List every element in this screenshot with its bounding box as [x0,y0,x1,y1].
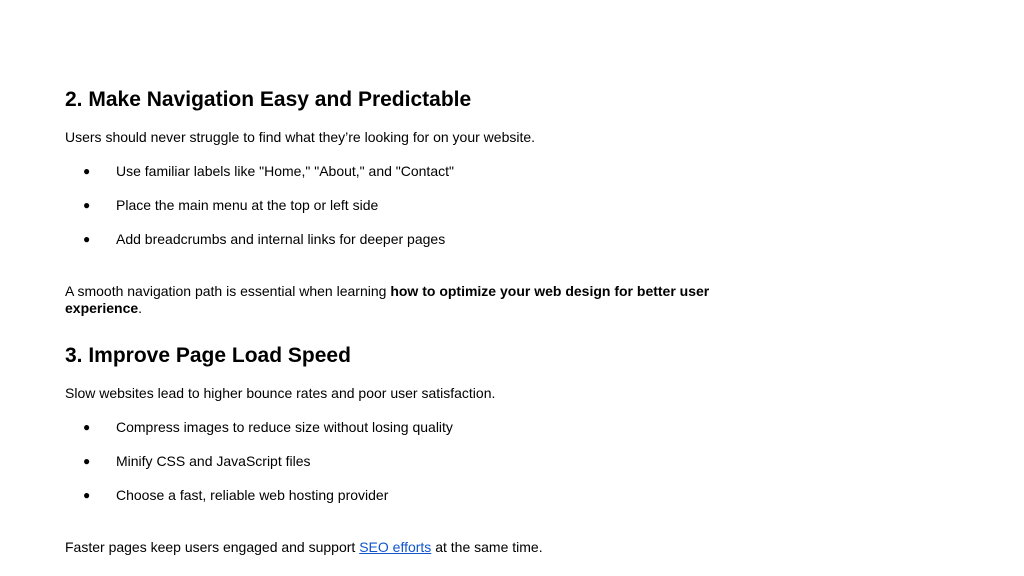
closing-text: Faster pages keep users engaged and support [65,539,360,555]
list-item-text: Choose a fast, reliable web hosting provider [116,487,389,503]
seo-efforts-link[interactable]: SEO efforts [359,539,432,555]
list-item-text: Add breadcrumbs and internal links for deeper pages [116,231,446,247]
section-2-heading: 2. Make Navigation Easy and Predictable [65,88,472,111]
list-item-text: Use familiar labels like "Home," "About," and "Contact" [116,163,454,179]
bullet-icon: ● [83,488,91,502]
section-2-intro: Users should never struggle to find what they’re looking for on your website. [65,129,536,145]
bullet-icon: ● [83,420,91,434]
bullet-icon: ● [83,198,91,212]
closing-text-end: . [138,300,143,316]
list-item-text: Compress images to reduce size without losing quality [116,419,453,435]
closing-text-end: at the same time. [431,539,543,555]
bullet-icon: ● [83,454,91,468]
closing-text: A smooth navigation path is essential when learning [65,283,391,299]
section-3-closing [65,539,543,556]
section-2-closing [65,283,745,317]
bullet-icon: ● [83,164,91,178]
bullet-icon: ● [83,232,91,246]
list-item-text: Minify CSS and JavaScript files [116,453,311,469]
section-3-intro: Slow websites lead to higher bounce rates and poor user satisfaction. [65,385,496,401]
list-item-text: Place the main menu at the top or left side [116,197,379,213]
section-3-heading: 3. Improve Page Load Speed [65,344,351,367]
closing-bold-text: how to optimize your web design for better user experience [65,283,710,316]
